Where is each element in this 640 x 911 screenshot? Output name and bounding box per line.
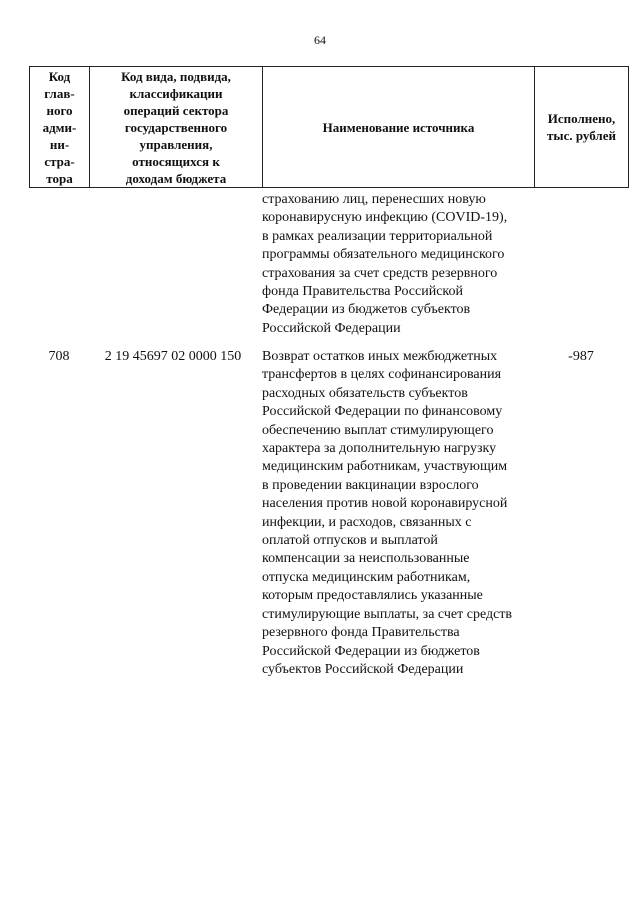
header-source-name: Наименование источника xyxy=(263,67,535,188)
header-admin-line: ного xyxy=(46,102,73,118)
header-code-line: операций сектора xyxy=(123,102,229,118)
amount-cell: -987 xyxy=(568,349,594,364)
admin-code-cell: 708 xyxy=(48,349,70,364)
name-line: субъектов Российской Федерации xyxy=(262,661,464,677)
header-amount-line: тыс. рублей xyxy=(547,128,616,143)
header-admin-line: адми- xyxy=(42,119,77,135)
table-header xyxy=(29,66,629,188)
name-line: страхования за счет средств резервного xyxy=(262,265,498,281)
header-admin-line: Код xyxy=(48,68,71,84)
header-admin-line: глав- xyxy=(44,85,75,101)
name-line: Российской Федерации по финансовому xyxy=(262,404,503,420)
name-line: отпуска медицинским работникам, xyxy=(262,569,471,585)
name-line: резервного фонда Правительства xyxy=(262,625,460,641)
header-admin-line: тора xyxy=(46,170,73,186)
header-admin-code xyxy=(30,67,90,188)
source-name-cell xyxy=(262,191,534,338)
header-code-line: государственного xyxy=(124,119,228,135)
name-line: инфекции, и расходов, связанных с xyxy=(262,514,472,530)
name-line: в проведении вакцинации взрослого xyxy=(262,477,479,493)
name-line: Федерации из бюджетов субъектов xyxy=(262,302,471,318)
header-code-line: Код вида, подвида, xyxy=(121,68,231,84)
header-code-line: классификации xyxy=(129,85,223,101)
name-line: стимулирующие выплаты, за счет средств xyxy=(262,606,513,622)
name-line: населения против новой коронавирусной xyxy=(262,496,508,512)
name-line: компенсации за неиспользованные xyxy=(262,551,470,567)
header-admin-line: ни- xyxy=(49,136,70,152)
header-code-line: относящихся к xyxy=(132,153,220,169)
header-classification-code xyxy=(90,67,263,188)
name-line: медицинским работникам, участвующим xyxy=(262,459,508,475)
name-line: программы обязательного медицинского xyxy=(262,247,505,263)
name-line: фонда Правительства Российской xyxy=(262,284,463,300)
name-line: характера за дополнительную нагрузку xyxy=(262,441,497,457)
name-line: трансфертов в целях софинансирования xyxy=(262,367,502,383)
name-line: Возврат остатков иных межбюджетных xyxy=(262,349,498,364)
page-number: 64 xyxy=(314,33,326,47)
name-line: которым предоставлялись указанные xyxy=(262,588,483,604)
classification-code-cell: 2 19 45697 02 0000 150 xyxy=(104,349,242,364)
header-admin-line: стра- xyxy=(44,153,75,169)
name-line: оплатой отпусков и выплатой xyxy=(262,533,438,549)
name-line: обеспечению выплат стимулирующего xyxy=(262,422,494,438)
header-amount-line: Исполнено, xyxy=(547,111,616,126)
name-line: Российской Федерации xyxy=(262,320,401,336)
name-line: страхованию лиц, перенесших новую xyxy=(262,192,486,207)
name-line: в рамках реализации территориальной xyxy=(262,228,493,244)
name-line: коронавирусную инфекцию (COVID-19), xyxy=(262,210,508,226)
name-line: расходных обязательств субъектов xyxy=(262,385,468,401)
header-code-line: доходам бюджета xyxy=(125,170,227,186)
header-amount xyxy=(535,67,629,188)
source-name-cell xyxy=(262,348,534,679)
name-line: Российской Федерации из бюджетов xyxy=(262,643,480,659)
header-code-line: управления, xyxy=(139,136,213,152)
